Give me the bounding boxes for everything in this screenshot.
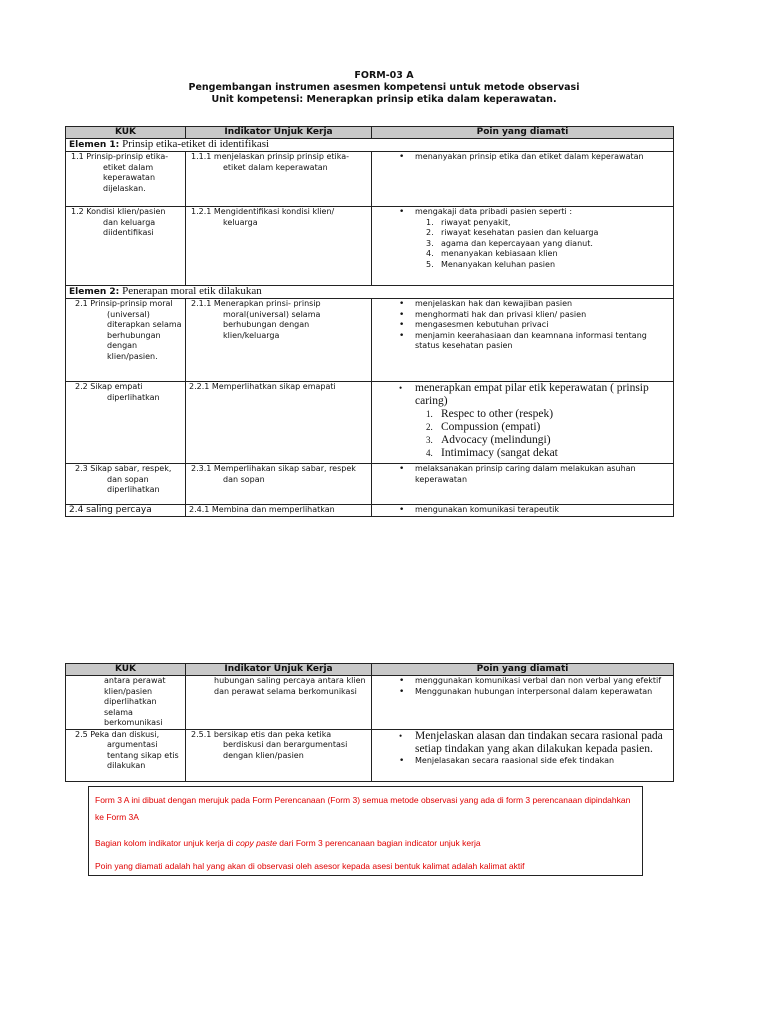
instruction-note bbox=[88, 786, 643, 876]
list-item: • menanyakan prinsip etika dan etiket dalam keperawatan bbox=[415, 152, 670, 163]
unit-title: Unit kompetensi: Menerapkan prinsip etika dalam keperawatan. bbox=[211, 94, 557, 105]
list-item: • mengasesmen kebutuhan privaci bbox=[415, 320, 670, 331]
poin-1-2 bbox=[372, 207, 674, 286]
indikator-1-1-1: 1.1.1 menjelaskan prinsip prinsip etika-etiket dalam keperawatan bbox=[186, 152, 372, 207]
indikator-2-1-1: 2.1.1 Menerapkan prinsi- prinsip moral(universal) selama berhubungan dengan klien/keluarga bbox=[186, 299, 372, 382]
indikator-2-4-1: 2.4.1 Membina dan memperlihatkan bbox=[186, 505, 372, 517]
list-item: • Menjelaskan alasan dan tindakan secara rasional pada setiap tindakan yang akan dilakukan kepada pasien. bbox=[415, 730, 670, 756]
list-item: • mengunakan komunikasi terapeutik bbox=[415, 505, 670, 516]
elemen-1-row bbox=[66, 139, 674, 152]
col-header-poin: Poin yang diamati bbox=[372, 664, 674, 676]
note-line-1: Form 3 A ini dibuat dengan merujuk pada Form Perencanaan (Form 3) semua metode observasi yang ada di form 3 perencanaan dipindahkan ke Form 3A bbox=[95, 795, 631, 822]
list-item: • menggunakan komunikasi verbal dan non verbal yang efektif bbox=[415, 676, 670, 687]
col-header-poin: Poin yang diamati bbox=[372, 127, 674, 139]
kuk-1-1: 1.1 Prinsip-prinsip etika-etiket dalam keperawatan dijelaskan. bbox=[66, 152, 186, 207]
poin-2-1 bbox=[372, 299, 674, 382]
elemen-2-text: Penerapan moral etik dilakukan bbox=[122, 285, 262, 297]
poin-2-4-cont bbox=[372, 676, 674, 730]
observation-table-1 bbox=[65, 126, 674, 517]
kuk-1-2: 1.2 Kondisi klien/pasien dan keluarga diidentifikasi bbox=[66, 207, 186, 286]
poin-1-1 bbox=[372, 152, 674, 207]
col-header-indikator: Indikator Unjuk Kerja bbox=[186, 664, 372, 676]
list-item: • Menjelasakan secara raasional side efek tindakan bbox=[415, 756, 670, 767]
form-code: FORM-03 A bbox=[354, 70, 414, 81]
kuk-2-1: 2.1 Prinsip-prinsip moral (universal) diterapkan selama berhubungan dengan klien/pasien. bbox=[66, 299, 186, 382]
indikator-2-4-1-cont: hubungan saling percaya antara klien dan perawat selama berkomunikasi bbox=[186, 676, 372, 730]
poin-2-5 bbox=[372, 729, 674, 781]
list-item: • Menggunakan hubungan interpersonal dalam keperawatan bbox=[415, 687, 670, 698]
list-item: • melaksanakan prinsip caring dalam melakukan asuhan keperawatan bbox=[415, 464, 670, 485]
col-header-kuk: KUK bbox=[66, 664, 186, 676]
indikator-2-5-1: 2.5.1 bersikap etis dan peka ketika berdiskusi dan berargumentasi dengan klien/pasien bbox=[186, 729, 372, 781]
indikator-2-2-1: 2.2.1 Memperlihatkan sikap emapati bbox=[186, 382, 372, 464]
list-item: 3. Advocacy (melindungi) bbox=[426, 434, 551, 446]
col-header-indikator: Indikator Unjuk Kerja bbox=[186, 127, 372, 139]
indikator-2-3-1: 2.3.1 Memperlihakan sikap sabar, respek dan sopan bbox=[186, 464, 372, 505]
list-item: 4. Intimimacy (sangat dekat bbox=[426, 447, 558, 459]
note-line-3: Poin yang diamati adalah hal yang akan di observasi oleh asesor kepada asesi bentuk kalimat adalah kalimat aktif bbox=[95, 861, 525, 871]
list-item: 2. Compussion (empati) bbox=[426, 421, 541, 433]
form-title: Pengembangan instrumen asesmen kompetensi untuk metode observasi bbox=[188, 82, 580, 93]
list-item: 1. riwayat penyakit, bbox=[426, 217, 511, 227]
elemen-2-label: Elemen 2: bbox=[69, 287, 120, 297]
list-item: • mengakaji data pribadi pasien seperti : bbox=[415, 207, 670, 218]
list-item: • menjamin keerahasiaan dan keamnana informasi tentang status kesehatan pasien bbox=[415, 331, 670, 352]
poin-2-4 bbox=[372, 505, 674, 517]
poin-2-3 bbox=[372, 464, 674, 505]
col-header-kuk: KUK bbox=[66, 127, 186, 139]
list-item: 3. agama dan kepercayaan yang dianut. bbox=[426, 238, 593, 248]
kuk-2-3: 2.3 Sikap sabar, respek, dan sopan diperlihatkan bbox=[66, 464, 186, 505]
kuk-2-4: 2.4 saling percaya bbox=[66, 505, 186, 517]
indikator-1-2-1: 1.2.1 Mengidentifikasi kondisi klien/ keluarga bbox=[186, 207, 372, 286]
list-item: • menerapkan empat pilar etik keperawatan ( prinsip caring) bbox=[415, 382, 670, 408]
kuk-2-5: 2.5 Peka dan diskusi, argumentasi tentang sikap etis dilakukan bbox=[66, 729, 186, 781]
kuk-2-2: 2.2 Sikap empati diperlihatkan bbox=[66, 382, 186, 464]
list-item: 5. Menanyakan keluhan pasien bbox=[426, 259, 556, 269]
elemen-1-label: Elemen 1: bbox=[69, 140, 120, 150]
poin-2-2 bbox=[372, 382, 674, 464]
kuk-2-4-cont: antara perawat klien/pasien diperlihatkan selama berkomunikasi bbox=[66, 676, 186, 730]
observation-table-2 bbox=[65, 663, 674, 782]
list-item: 2. riwayat kesehatan pasien dan keluarga bbox=[426, 228, 599, 237]
elemen-2-row bbox=[66, 286, 674, 299]
note-line-2: Bagian kolom indikator unjuk kerja di copy paste dari Form 3 perencanaan bagian indicator unjuk kerja bbox=[95, 838, 481, 848]
list-item: • menjelaskan hak dan kewajiban pasien bbox=[415, 299, 670, 310]
list-item: • menghormati hak dan privasi klien/ pasien bbox=[415, 310, 670, 321]
list-item: 1. Respec to other (respek) bbox=[426, 408, 554, 420]
elemen-1-text: Prinsip etika-etiket di identifikasi bbox=[122, 138, 270, 150]
list-item: 4. menanyakan kebiasaan klien bbox=[426, 249, 558, 258]
